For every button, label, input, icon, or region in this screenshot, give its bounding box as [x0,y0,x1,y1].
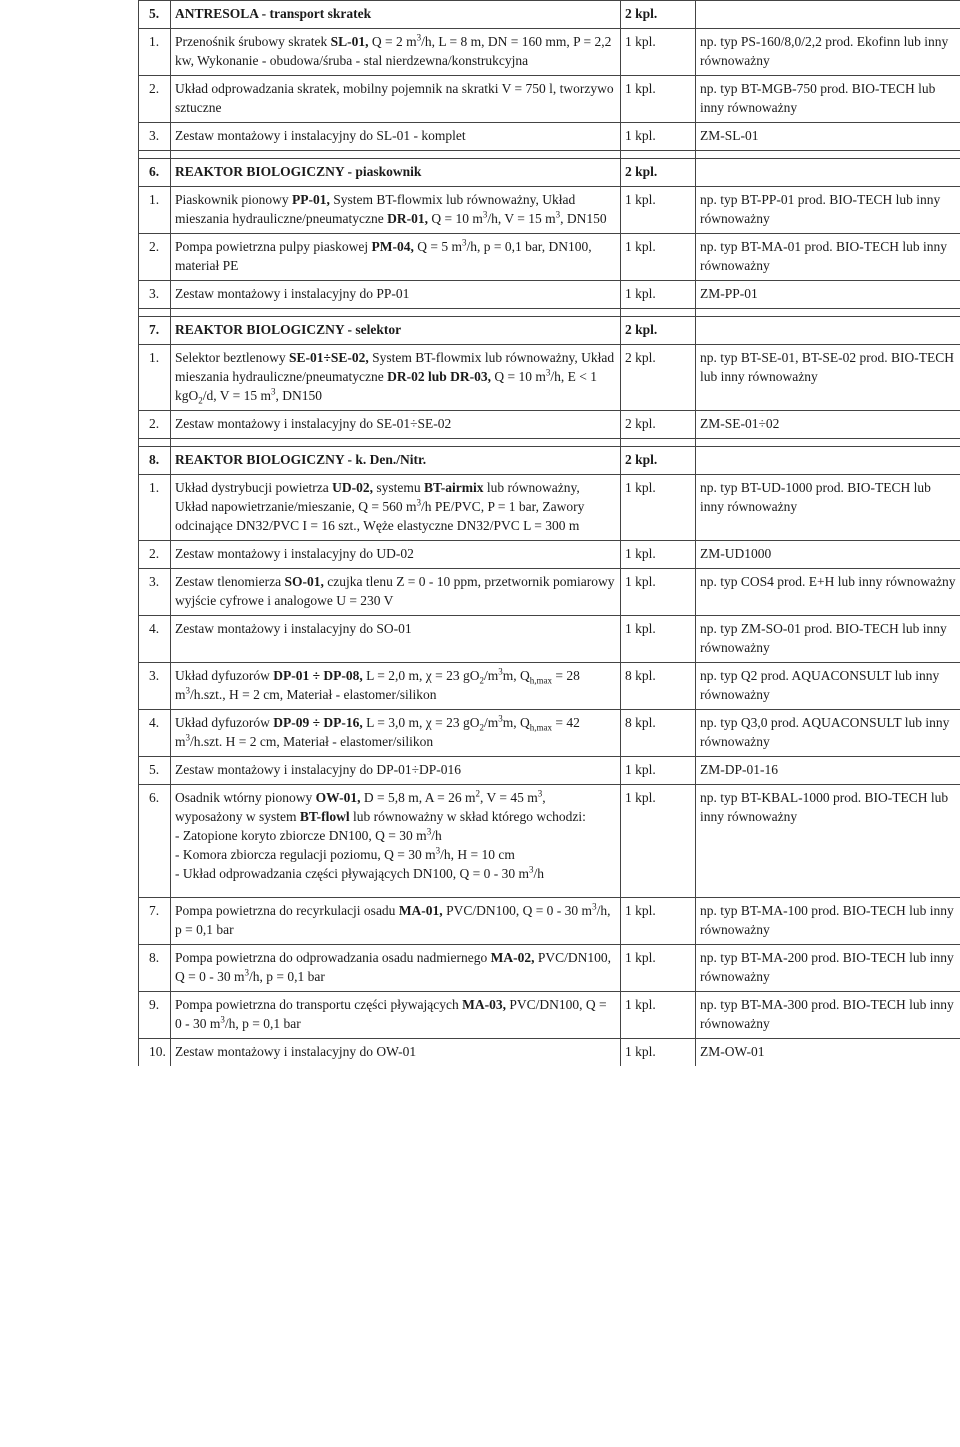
item-reference-model: np. typ BT-MA-100 prod. BIO-TECH lub inny równoważny [696,898,960,945]
item-quantity: 1 kpl. [621,541,696,569]
row-number: 8. [139,945,171,992]
item-quantity: 1 kpl. [621,281,696,309]
row-number: 5. [139,757,171,785]
item-description: Układ dyfuzorów DP-01 ÷ DP-08, L = 2,0 m, χ = 23 $gO_2/m^3m$, $Q_{h,max} = 28$ $m^3/h.szt$., H = 2 cm, Materiał - elastomer/silikon [171,663,621,710]
section-title: REAKTOR BIOLOGICZNY - k. Den./Nitr. [171,447,621,475]
item-reference-model: ZM-DP-01-16 [696,757,960,785]
row-number: 9. [139,992,171,1039]
item-row [139,541,960,569]
item-description: Pompa powietrzna do odprowadzania osadu nadmiernego MA-02, PVC/DN100, Q = 0 - 30 $m^3/h$, p = 0,1 bar [171,945,621,992]
row-number: 3. [139,281,171,309]
item-quantity: 1 kpl. [621,945,696,992]
section-gap [139,439,960,447]
row-number: 1. [139,345,171,411]
row-number: 7. [139,317,171,345]
equipment-specification-document [138,0,960,1066]
item-quantity: 2 kpl. [621,411,696,439]
item-reference-model: np. typ BT-KBAL-1000 prod. BIO-TECH lub inny równoważny [696,785,960,898]
item-row [139,475,960,541]
item-quantity: 1 kpl. [621,569,696,616]
item-reference-model [696,1,960,29]
row-number: 4. [139,710,171,757]
item-quantity: 2 kpl. [621,159,696,187]
item-row [139,234,960,281]
item-description: Pompa powietrzna do recyrkulacji osadu MA-01, PVC/DN100, Q = 0 - 30 $m^3/h$, p = 0,1 bar [171,898,621,945]
item-reference-model: np. typ BT-MGB-750 prod. BIO-TECH lub inny równoważny [696,76,960,123]
item-row [139,187,960,234]
item-row [139,757,960,785]
row-number: 3. [139,123,171,151]
item-quantity: 1 kpl. [621,1039,696,1067]
item-description: Pompa powietrzna do transportu części pływających MA-03, PVC/DN100, Q = 0 - 30 $m^3/h$, p = 0,1 bar [171,992,621,1039]
section-gap [139,309,960,317]
item-quantity: 8 kpl. [621,710,696,757]
item-reference-model: ZM-PP-01 [696,281,960,309]
item-description: Układ dystrybucji powietrza UD-02, systemu BT-airmix lub równoważny, Układ napowietrzanie/mieszanie, Q = 560 $m^3/h$ PE/PVC, P = 1 bar, Zawory odcinające DN32/PVC I = 16 szt., Węże elastyczne DN32/PVC L = 300 m [171,475,621,541]
item-description: Zestaw montażowy i instalacyjny do SL-01 - komplet [171,123,621,151]
item-row [139,411,960,439]
item-description: Zestaw montażowy i instalacyjny do OW-01 [171,1039,621,1067]
item-quantity: 1 kpl. [621,187,696,234]
item-reference-model: np. typ Q2 prod. AQUACONSULT lub inny równoważny [696,663,960,710]
row-number: 2. [139,76,171,123]
row-number: 2. [139,234,171,281]
item-row [139,663,960,710]
row-number: 6. [139,785,171,898]
item-reference-model: np. typ Q3,0 prod. AQUACONSULT lub inny równoważny [696,710,960,757]
section-title: ANTRESOLA - transport skratek [171,1,621,29]
item-row [139,785,960,898]
item-quantity: 1 kpl. [621,123,696,151]
item-description: Zestaw montażowy i instalacyjny do SO-01 [171,616,621,663]
section-row [139,1,960,29]
row-number: 8. [139,447,171,475]
item-reference-model [696,317,960,345]
item-description: Układ odprowadzania skratek, mobilny pojemnik na skratki V = 750 l, tworzywo sztuczne [171,76,621,123]
item-row [139,569,960,616]
row-number: 1. [139,475,171,541]
item-reference-model: np. typ BT-SE-01, BT-SE-02 prod. BIO-TECH lub inny równoważny [696,345,960,411]
row-number: 5. [139,1,171,29]
row-number: 6. [139,159,171,187]
item-quantity: 8 kpl. [621,663,696,710]
section-row [139,159,960,187]
item-reference-model: np. typ ZM-SO-01 prod. BIO-TECH lub inny równoważny [696,616,960,663]
item-reference-model [696,447,960,475]
item-quantity: 2 kpl. [621,447,696,475]
item-reference-model: np. typ BT-MA-200 prod. BIO-TECH lub inny równoważny [696,945,960,992]
item-reference-model: np. typ BT-MA-01 prod. BIO-TECH lub inny równoważny [696,234,960,281]
row-number: 4. [139,616,171,663]
item-row [139,29,960,76]
item-quantity: 1 kpl. [621,785,696,898]
item-row [139,1039,960,1067]
item-reference-model: np. typ BT-PP-01 prod. BIO-TECH lub inny równoważny [696,187,960,234]
item-quantity: 1 kpl. [621,234,696,281]
row-number: 10. [139,1039,171,1067]
item-row [139,992,960,1039]
item-quantity: 1 kpl. [621,475,696,541]
item-row [139,710,960,757]
item-description: Zestaw montażowy i instalacyjny do SE-01÷SE-02 [171,411,621,439]
item-reference-model: np. typ BT-MA-300 prod. BIO-TECH lub inny równoważny [696,992,960,1039]
item-quantity: 1 kpl. [621,76,696,123]
item-description: Pompa powietrzna pulpy piaskowej PM-04, Q = 5 $m^3/h$, p = 0,1 bar, DN100, materiał PE [171,234,621,281]
item-row [139,945,960,992]
item-reference-model: ZM-UD1000 [696,541,960,569]
item-row [139,76,960,123]
equipment-table [138,0,960,1066]
section-title: REAKTOR BIOLOGICZNY - piaskownik [171,159,621,187]
item-reference-model: ZM-OW-01 [696,1039,960,1067]
item-reference-model: np. typ COS4 prod. E+H lub inny równoważny [696,569,960,616]
section-title: REAKTOR BIOLOGICZNY - selektor [171,317,621,345]
item-reference-model [696,159,960,187]
item-description: Zestaw montażowy i instalacyjny do PP-01 [171,281,621,309]
row-number: 1. [139,29,171,76]
row-number: 2. [139,411,171,439]
item-description: Przenośnik śrubowy skratek SL-01, Q = 2 $m^3/h$, L = 8 m, DN = 160 mm, P = 2,2 kw, Wykonanie - obudowa/śruba - stal nierdzewna/konstrukcyjna [171,29,621,76]
item-row [139,898,960,945]
item-quantity: 2 kpl. [621,1,696,29]
item-description: Zestaw montażowy i instalacyjny do DP-01÷DP-016 [171,757,621,785]
item-row [139,281,960,309]
item-description: Zestaw tlenomierza SO-01, czujka tlenu Z = 0 - 10 ppm, przetwornik pomiarowy wyjście cyfrowe i analogowe U = 230 V [171,569,621,616]
row-number: 2. [139,541,171,569]
section-row [139,317,960,345]
item-row [139,123,960,151]
item-row [139,345,960,411]
section-gap [139,151,960,159]
row-number: 1. [139,187,171,234]
item-reference-model: np. typ BT-UD-1000 prod. BIO-TECH lub inny równoważny [696,475,960,541]
item-quantity: 1 kpl. [621,757,696,785]
item-description: Zestaw montażowy i instalacyjny do UD-02 [171,541,621,569]
row-number: 3. [139,569,171,616]
item-quantity: 1 kpl. [621,898,696,945]
item-row [139,616,960,663]
item-description: Selektor beztlenowy SE-01÷SE-02, System BT-flowmix lub równoważny, Układ mieszania hydrauliczne/pneumatyczne DR-02 lub DR-03, Q = 10 $m^3/h$, E < 1 kgO$_2$/d, V = 15 $m^3$, DN150 [171,345,621,411]
item-quantity: 2 kpl. [621,345,696,411]
row-number: 3. [139,663,171,710]
item-quantity: 1 kpl. [621,29,696,76]
item-reference-model: ZM-SL-01 [696,123,960,151]
item-reference-model: ZM-SE-01÷02 [696,411,960,439]
item-description: Osadnik wtórny pionowy OW-01, D = 5,8 m, A = 26 $m^2$, V = 45 $m^3$, wyposażony w system BT-flowl lub równoważny w skład którego wchodzi: - Zatopione koryto zbiorcze DN100, Q = 30 $m^3/h$ - Komora zbiorcza regulacji poziomu, Q = 30 $m^3/h$, H = 10 cm - Układ odprowadzania części pływających DN100, Q = 0 - 30 $m^3/h$ [171,785,621,898]
item-quantity: 2 kpl. [621,317,696,345]
item-description: Piaskownik pionowy PP-01, System BT-flowmix lub równoważny, Układ mieszania hydrauliczne/pneumatyczne DR-01, Q = 10 $m^3/h$, V = 15 $m^3$, DN150 [171,187,621,234]
section-row [139,447,960,475]
row-number: 7. [139,898,171,945]
equipment-table-body [139,1,960,1067]
item-reference-model: np. typ PS-160/8,0/2,2 prod. Ekofinn lub inny równoważny [696,29,960,76]
item-quantity: 1 kpl. [621,992,696,1039]
item-quantity: 1 kpl. [621,616,696,663]
item-description: Układ dyfuzorów DP-09 ÷ DP-16, L = 3,0 m, χ = 23 $gO_2/m^3m$, $Q_{h,max} = 42$ $m^3/h.szt$. H = 2 cm, Materiał - elastomer/silikon [171,710,621,757]
